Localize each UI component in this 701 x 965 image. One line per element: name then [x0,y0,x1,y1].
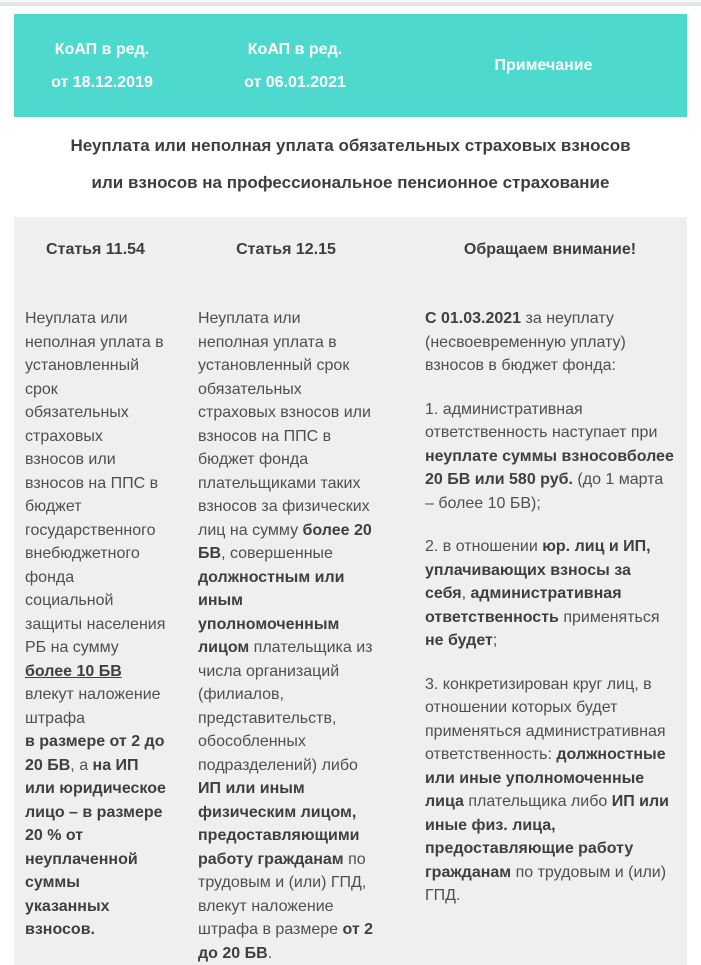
text-segment-emphasis: не будет [425,632,493,649]
header-label-line1: Примечание [494,57,593,74]
paragraph [425,307,675,378]
text-segment: 1. административная ответственность наступает при [425,400,658,441]
header-cell-koap-2019 [14,14,190,117]
column-body [198,307,374,965]
column-article-11-54 [14,217,190,965]
paragraph [425,673,675,908]
text-segment-emphasis: ИП или иным физическим лицом, предоставляющими работу гражданам [198,780,360,868]
text-segment-emphasis: ИП или иные физ. лица, предоставляющие работу гражданам [425,793,669,881]
text-segment: Неуплата или неполная уплата в установленный срок обязательных страховых взносов или взносов на ППС в бюджет государственного внебюджетного фонда социальной защиты населения РБ на сумму [25,310,166,656]
text-segment: применяться [558,608,660,626]
text-segment: , совершенные [221,545,333,562]
column-body [425,307,675,908]
header-label-line2: от 06.01.2021 [244,73,346,91]
text-segment: 2. в отношении [425,538,543,555]
text-segment-emphasis: административная ответственность [425,585,622,626]
column-heading: Статья 12.15 [236,241,336,258]
text-segment: плательщика либо [463,793,612,810]
header-label-line1: КоАП в ред. [54,40,150,58]
section-title-line1: Неуплата или неполная уплата обязательных страховых взносов [70,136,631,155]
column-article-12-15 [190,217,400,965]
column-note [400,217,687,965]
table-body-row [14,217,687,965]
text-segment: плательщика из числа организаций (филиалов, представительств, обособленных подразделений) либо [198,639,373,774]
text-segment-emphasis: более 20 БВ [198,521,372,562]
text-segment-emphasis: более 10 БВ [25,662,122,680]
text-segment: ; [492,632,498,649]
column-heading: Обращаем внимание! [463,241,637,258]
paragraph [198,307,374,965]
paragraph [425,398,675,516]
section-title [14,117,687,217]
text-segment-emphasis: от 2 до 20 БВ [198,921,374,962]
text-segment-emphasis: С 01.03.2021 [425,310,522,327]
column-heading: Статья 11.54 [46,241,145,258]
article-table [14,14,687,965]
header-cell-note [400,14,687,117]
text-segment: (до 1 марта – более 10 БВ); [425,471,664,512]
text-segment-emphasis: на ИП или юридическое лицо – в размере 20 % от неуплаченной суммы указанных взносов. [25,756,166,938]
text-segment: . [267,944,273,962]
text-segment-emphasis: неуплате суммы взносовболее 20 БВ или 580 руб. [425,447,674,488]
text-segment: по трудовым и (или) ГПД, влекут наложение штрафа в размере [198,850,367,938]
column-body [25,307,166,942]
header-label-line1: КоАП в ред. [247,40,343,58]
table-header-row [14,14,687,117]
text-segment: 3. конкретизирован круг лиц, в отношении которых будет применяться административная ответственность: [425,675,666,763]
text-segment-emphasis: должностные или иные уполномоченные лица [425,746,666,810]
text-segment: , [461,585,471,602]
section-title-line2: или взносов на профессиональное пенсионное страхование [91,173,610,192]
text-segment-emphasis: юр. лиц и ИП, уплачивающих взносы за себя [425,538,651,602]
paragraph [425,535,675,653]
text-segment: Неуплата или неполная уплата в установленный срок обязательных страховых взносов или взносов на ППС в бюджет фонда плательщиками таких взносов за физических лиц на сумму [198,310,371,539]
text-segment: , а [70,756,93,774]
text-segment: за неуплату (несвоевременную уплату) взносов в бюджет фонда: [425,310,626,374]
text-segment-emphasis: должностным или иным уполномоченным лицом [198,568,345,656]
text-segment-emphasis: в размере от 2 до 20 БВ [25,733,165,774]
top-divider [0,2,701,6]
text-segment: по трудовым и (или) ГПД. [425,863,667,904]
header-label-line2: от 18.12.2019 [51,73,153,91]
header-cell-koap-2021 [190,14,400,117]
text-segment: влекут наложение штрафа [25,686,161,727]
paragraph [25,307,166,942]
